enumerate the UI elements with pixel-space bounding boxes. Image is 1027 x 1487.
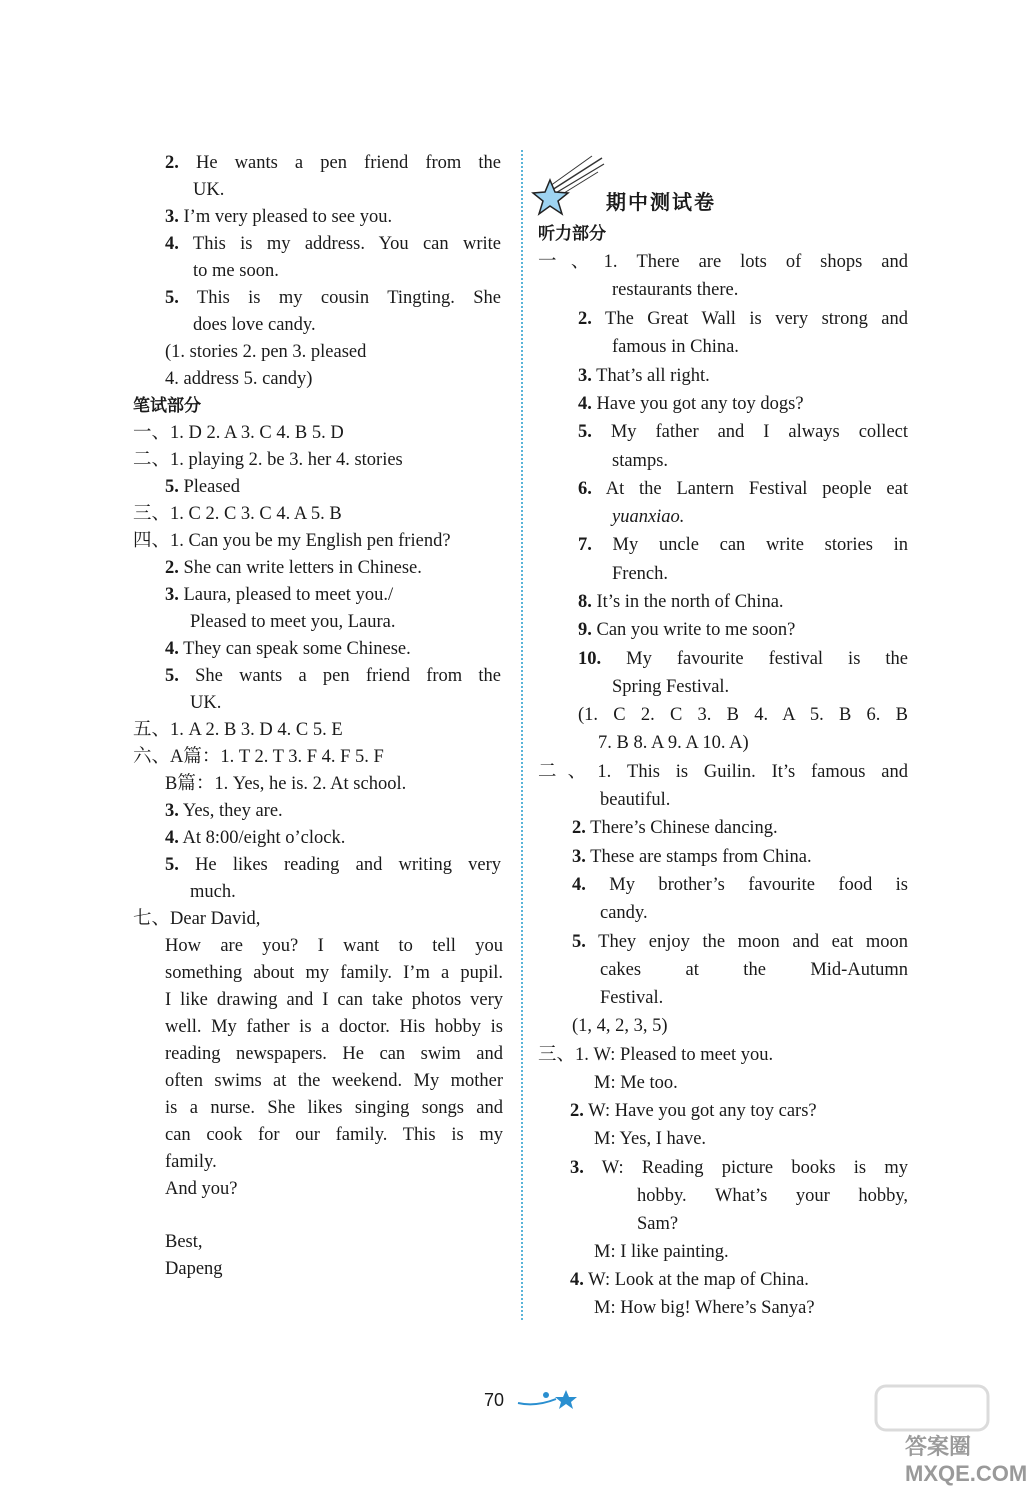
item-number: 4. [165, 639, 179, 659]
answer-text: They enjoy the moon and eat moon [598, 932, 908, 952]
answer-line [538, 1042, 773, 1068]
answer-line [165, 150, 501, 176]
answer-line [193, 177, 224, 203]
answer-line [133, 501, 342, 527]
answer-text: reading newspapers. He can swim and [165, 1044, 503, 1064]
answer-text: much. [190, 882, 236, 902]
answer-line [133, 717, 343, 743]
column-divider [521, 150, 523, 1320]
answer-line [165, 204, 392, 230]
item-number: 2. [165, 153, 179, 173]
section-title-block [532, 150, 732, 220]
answer-text: 4. address 5. candy) [165, 369, 313, 389]
answer-text: M: I like painting. [594, 1242, 729, 1262]
answer-text: to me soon. [193, 261, 279, 281]
answer-text: That’s all right. [596, 366, 710, 386]
item-number: 10. [578, 649, 602, 669]
answer-line [570, 1098, 817, 1124]
item-number: 8. [578, 592, 592, 612]
answer-line [165, 1041, 503, 1067]
answer-text: 三、1. W: Pleased to meet you. [538, 1045, 774, 1065]
answer-text: can cook for our family. This is my [165, 1125, 503, 1145]
answer-line [190, 690, 221, 716]
answer-text: Sam? [637, 1214, 679, 1234]
item-number: 5. [165, 288, 179, 308]
answer-text: Laura, pleased to meet you./ [183, 585, 394, 605]
answer-line [133, 528, 451, 554]
watermark-text: 答案圈 MXQE.COM [905, 1434, 1027, 1486]
item-number: 3. [578, 366, 592, 386]
answer-text: famous in China. [612, 337, 739, 357]
answer-text: often swims at the weekend. My mother [165, 1071, 503, 1091]
answer-line [612, 448, 668, 474]
answer-text: Spring Festival. [612, 677, 730, 697]
item-number: 4. [572, 875, 586, 895]
answer-line [193, 312, 316, 338]
answer-text: (1. stories 2. pen 3. pleased [165, 342, 367, 362]
answer-line [612, 504, 684, 530]
answer-line [578, 476, 908, 502]
answer-line [165, 1014, 503, 1040]
answer-line [594, 1126, 706, 1152]
item-number: 5. [165, 855, 179, 875]
answer-text: yuanxiao. [612, 507, 685, 527]
answer-text: 四、1. Can you be my English pen friend? [133, 531, 451, 551]
answer-text: 二、1. playing 2. be 3. her 4. stories [133, 450, 403, 470]
answer-text: M: Yes, I have. [594, 1129, 707, 1149]
answer-line [165, 285, 501, 311]
answer-text: Yes, they are. [182, 801, 283, 821]
answer-text: stamps. [612, 451, 669, 471]
answer-line [600, 957, 908, 983]
item-number: 4. [578, 394, 592, 414]
answer-text: 三、1. C 2. C 3. C 4. A 5. B [133, 504, 342, 524]
item-number: 5. [572, 932, 586, 952]
answer-text: French. [612, 564, 668, 584]
answer-line [578, 702, 908, 728]
answer-text: These are stamps from China. [590, 847, 812, 867]
answer-line [165, 366, 312, 392]
answer-text: Pleased [183, 477, 241, 497]
answer-text: (1. C 2. C 3. B 4. A 5. B 6. B [578, 705, 908, 725]
answer-line [572, 815, 778, 841]
answer-text: W: Reading picture books is my [601, 1158, 908, 1178]
answer-text: B篇：1. Yes, he is. 2. At school. [165, 774, 407, 794]
answer-text: hobby. What’s your hobby, [637, 1186, 908, 1206]
section-heading: 笔试部分 [133, 396, 201, 416]
answer-line [165, 1229, 203, 1255]
answer-line [193, 258, 279, 284]
answer-text: Festival. [600, 988, 664, 1008]
answer-line [165, 555, 422, 581]
answer-line [190, 609, 396, 635]
answer-line [133, 447, 403, 473]
answer-line [578, 532, 908, 558]
item-number: 2. [572, 818, 586, 838]
answer-line [165, 1256, 223, 1282]
answer-text: family. [165, 1152, 217, 1172]
item-number: 5. [578, 422, 592, 442]
answer-text: The Great Wall is very strong and [605, 309, 908, 329]
item-number: 4. [570, 1270, 584, 1290]
answer-line [612, 561, 668, 587]
answer-text: My favourite festival is the [626, 649, 908, 669]
answer-text: M: How big! Where’s Sanya? [594, 1298, 815, 1318]
answer-text: 一、1. D 2. A 3. C 4. B 5. D [133, 423, 344, 443]
answer-line [612, 674, 729, 700]
answer-line [165, 1095, 503, 1121]
answer-line [165, 1176, 237, 1202]
answer-line [165, 663, 501, 689]
answer-text: Best, [165, 1232, 203, 1252]
answer-line [165, 933, 503, 959]
answer-line [598, 730, 749, 756]
answer-text: 7. B 8. A 9. A 10. A) [598, 733, 749, 753]
item-number: 3. [165, 801, 179, 821]
answer-text: At 8:00/eight o’clock. [182, 828, 346, 848]
answer-text: W: Have you got any toy cars? [588, 1101, 817, 1121]
answer-line [133, 906, 260, 932]
item-number: 3. [572, 847, 586, 867]
answer-line [600, 985, 663, 1011]
answer-text: She wants a pen friend from the [195, 666, 502, 686]
answer-line [594, 1070, 678, 1096]
answer-line [190, 879, 236, 905]
answer-text: How are you? I want to tell you [165, 936, 503, 956]
answer-line [538, 759, 908, 785]
section-title: 期中测试卷 [606, 190, 716, 214]
item-number: 3. [165, 585, 179, 605]
answer-line [133, 420, 344, 446]
answer-line [165, 825, 345, 851]
answer-line [165, 231, 501, 257]
answer-text: restaurants there. [612, 280, 739, 300]
answer-line [578, 617, 795, 643]
answer-text: He wants a pen friend from the [195, 153, 502, 173]
item-number: 4. [165, 828, 179, 848]
answer-text: 一、1. There are lots of shops and [538, 252, 908, 272]
answer-line [578, 419, 908, 445]
answer-text: Pleased to meet you, Laura. [190, 612, 396, 632]
item-number: 5. [165, 477, 179, 497]
answer-line [570, 1267, 809, 1293]
answer-line [600, 900, 648, 926]
shooting-star-icon [532, 150, 612, 220]
answer-text: At the Lantern Festival people eat [605, 479, 908, 499]
answer-text: 六、A篇：1. T 2. T 3. F 4. F 5. F [133, 747, 384, 767]
answer-text: They can speak some Chinese. [183, 639, 411, 659]
item-number: 7. [578, 535, 592, 555]
answer-text: candy. [600, 903, 648, 923]
answer-text: cakes at the Mid-Autumn [600, 960, 908, 980]
item-number: 3. [165, 207, 179, 227]
page-ornament-icon [516, 1387, 586, 1409]
answer-text: It’s in the north of China. [596, 592, 784, 612]
answer-text: My father and I always collect [610, 422, 909, 442]
item-number: 9. [578, 620, 592, 640]
answer-line [572, 929, 908, 955]
answer-text: 七、Dear David, [133, 909, 261, 929]
answer-text: does love candy. [193, 315, 316, 335]
answer-line [165, 960, 503, 986]
answer-text: W: Look at the map of China. [588, 1270, 809, 1290]
answer-line [165, 852, 501, 878]
item-number: 2. [570, 1101, 584, 1121]
answer-line [578, 589, 784, 615]
answer-text: I like drawing and I can take photos very [165, 990, 503, 1010]
answer-line [572, 844, 812, 870]
answer-line [578, 306, 908, 332]
answer-text: something about my family. I’m a pupil. [165, 963, 503, 983]
answer-line [612, 334, 739, 360]
answer-text: This is my cousin Tingting. She [196, 288, 501, 308]
answer-line [165, 339, 366, 365]
section-heading: 听力部分 [538, 224, 606, 244]
answer-text: She can write letters in Chinese. [183, 558, 422, 578]
answer-line [637, 1183, 908, 1209]
answer-text: My brother’s favourite food is [609, 875, 908, 895]
item-number: 3. [570, 1158, 584, 1178]
answer-text: Can you write to me soon? [596, 620, 796, 640]
answer-line [594, 1239, 729, 1265]
answer-line [165, 582, 393, 608]
answer-line [133, 744, 384, 770]
answer-line [165, 798, 283, 824]
item-number: 4. [165, 234, 179, 254]
answer-text: There’s Chinese dancing. [590, 818, 778, 838]
answer-text: UK. [193, 180, 225, 200]
item-number: 2. [578, 309, 592, 329]
answer-line [637, 1211, 678, 1237]
item-number: 5. [165, 666, 179, 686]
answer-text: M: Me too. [594, 1073, 678, 1093]
answer-text: Have you got any toy dogs? [596, 394, 804, 414]
answer-line [165, 1122, 503, 1148]
answer-line [578, 391, 804, 417]
answer-line [165, 636, 411, 662]
answer-text: (1, 4, 2, 3, 5) [572, 1016, 668, 1036]
answer-text: 二、1. This is Guilin. It’s famous and [538, 762, 908, 782]
answer-text: Dapeng [165, 1259, 223, 1279]
answer-text: He likes reading and writing very [195, 855, 501, 875]
answer-text: is a nurse. She likes singing songs and [165, 1098, 503, 1118]
item-number: 2. [165, 558, 179, 578]
answer-line [165, 474, 240, 500]
answer-line [594, 1295, 815, 1321]
answer-line [612, 277, 738, 303]
answer-line [165, 1149, 217, 1175]
answer-text: My uncle can write stories in [612, 535, 909, 555]
answer-line [165, 987, 503, 1013]
answer-text: I’m very pleased to see you. [183, 207, 393, 227]
item-number: 6. [578, 479, 592, 499]
answer-line [538, 249, 908, 275]
answer-line [572, 872, 908, 898]
answer-text: beautiful. [600, 790, 671, 810]
answer-text: UK. [190, 693, 222, 713]
answer-line [570, 1155, 908, 1181]
answer-text: This is my address. You can write [192, 234, 502, 254]
answer-line [600, 787, 670, 813]
page-number: 70 [484, 1390, 505, 1410]
answer-line [572, 1013, 668, 1039]
answer-line [578, 646, 908, 672]
answer-text: And you? [165, 1179, 238, 1199]
answer-text: well. My father is a doctor. His hobby is [165, 1017, 503, 1037]
answer-text: 五、1. A 2. B 3. D 4. C 5. E [133, 720, 343, 740]
answer-line [165, 771, 406, 797]
answer-line [578, 363, 710, 389]
answer-line [165, 1068, 503, 1094]
